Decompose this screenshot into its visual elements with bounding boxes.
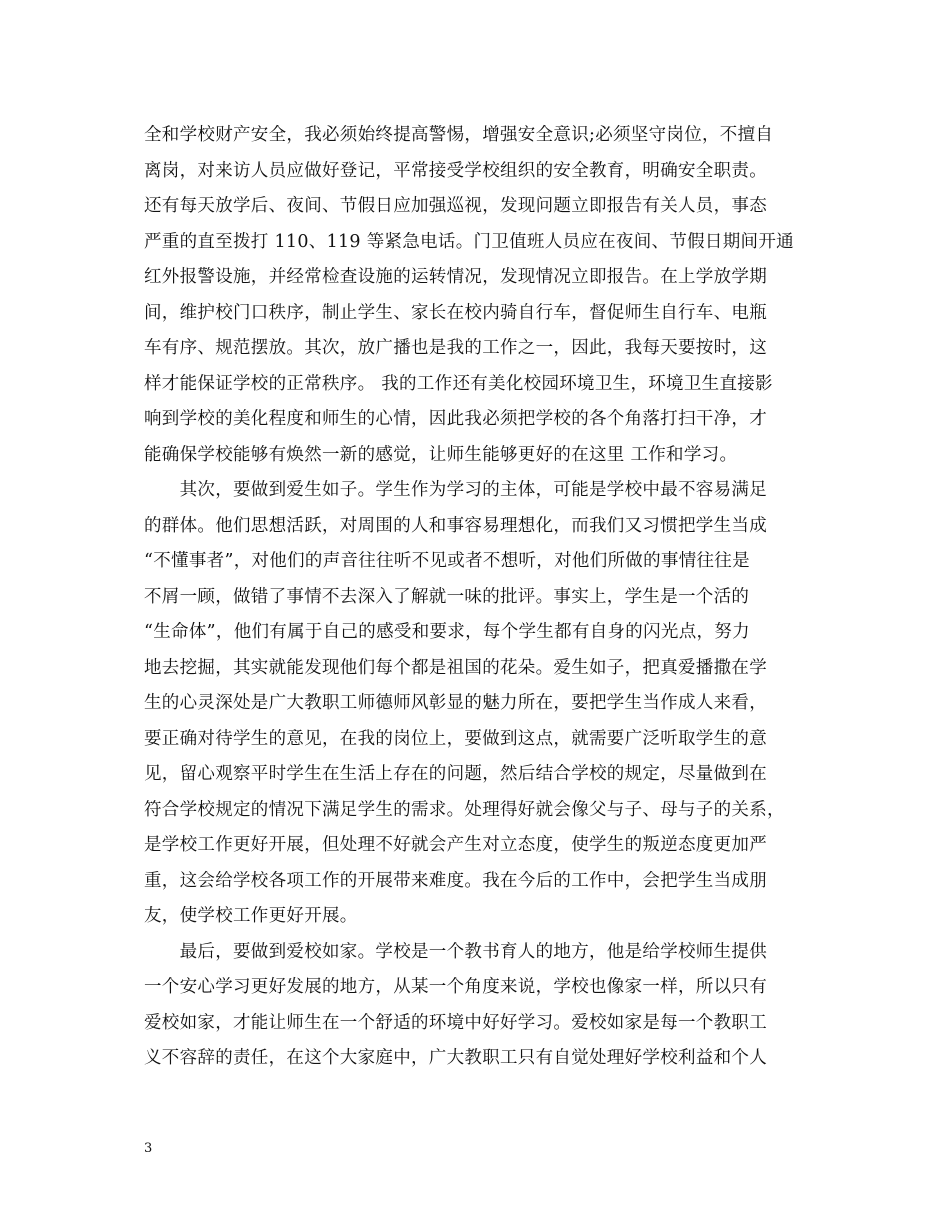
text-line: 义不容辞的责任，在这个大家庭中，广大教职工只有自觉处理好学校利益和个人: [144, 1048, 767, 1068]
text-line: 红外报警设施，并经常检查设施的运转情况，发现情况立即报告。在上学放学期: [144, 267, 767, 287]
text-line: 友，使学校工作更好开展。: [144, 906, 358, 926]
text-line: 符合学校规定的情况下满足学生的需求。处理得好就会像父与子、母与子的关系，: [144, 799, 785, 820]
text-line: 的群体。他们思想活跃，对周围的人和事容易理想化，而我们又习惯把学生当成: [144, 515, 767, 536]
text-line: 一个安心学习更好发展的地方，从某一个角度来说，学校也像家一样，所以只有: [144, 977, 767, 997]
text-line: “生命体”，他们有属于自己的感受和要求，每个学生都有自身的闪光点，努力: [144, 622, 750, 642]
text-line: 还有每天放学后、夜间、节假日应加强巡视，发现问题立即报告有关人员，事态: [144, 196, 767, 216]
text-line: 车有序、规范摆放。其次，放广播也是我的工作之一，因此，我每天要按时，这: [144, 338, 767, 358]
text-line: 地去挖掘，其实就能发现他们每个都是祖国的花朵。爱生如子，把真爱播撒在学: [144, 657, 767, 678]
text-line: 见，留心观察平时学生在生活上存在的问题，然后结合学校的规定，尽量做到在: [144, 764, 767, 784]
text-line: 最后，要做到爱校如家。学校是一个教书育人的地方，他是给学校师生提供: [144, 941, 767, 962]
text-line: 其次，要做到爱生如子。学生作为学习的主体，可能是学校中最不容易满足: [144, 480, 767, 500]
text-line: 间，维护校门口秩序，制止学生、家长在校内骑自行车，督促师生自行车、电瓶: [144, 302, 767, 323]
text-line: 要正确对待学生的意见，在我的岗位上，要做到这点，就需要广泛听取学生的意: [144, 728, 767, 749]
text-line: 不屑一顾，做错了事情不去深入了解就一味的批评。事实上，学生是一个活的: [144, 586, 750, 607]
text-line: 重，这会给学校各项工作的开展带来难度。我在今后的工作中，会把学生当成朋: [144, 870, 767, 891]
body-text: [144, 118, 824, 1077]
text-line: 是学校工作更好开展，但处理不好就会产生对立态度，使学生的叛逆态度更加严: [144, 835, 767, 855]
text-line: 响到学校的美化程度和师生的心情，因此我必须把学校的各个角落打扫干净，才: [144, 409, 767, 429]
text-line: 离岗，对来访人员应做好登记，平常接受学校组织的安全教育，明确安全职责。: [144, 160, 767, 181]
text-line: 能确保学校能够有焕然一新的感觉，让师生能够更好的在这里 工作和学习。: [144, 444, 738, 465]
text-line: 全和学校财产安全，我必须始终提高警惕，增强安全意识;必须坚守岗位，不擅自: [144, 125, 774, 145]
text-line: 生的心灵深处是广大教职工师德师风彰显的魅力所在，要把学生当作成人来看，: [144, 693, 767, 713]
text-line: 样才能保证学校的正常秩序。 我的工作还有美化校园环境卫生，环境卫生直接影: [144, 373, 773, 394]
page-number: 3: [144, 1141, 153, 1156]
text-line: “不懂事者”，对他们的声音往往听不见或者不想听，对他们所做的事情往往是: [144, 551, 750, 571]
text-line: 爱校如家，才能让师生在一个舒适的环境中好好学习。爱校如家是每一个教职工: [144, 1012, 767, 1033]
text-line: 严重的直至拨打 110、119 等紧急电话。门卫值班人员应在夜间、节假日期间开通: [144, 231, 794, 252]
